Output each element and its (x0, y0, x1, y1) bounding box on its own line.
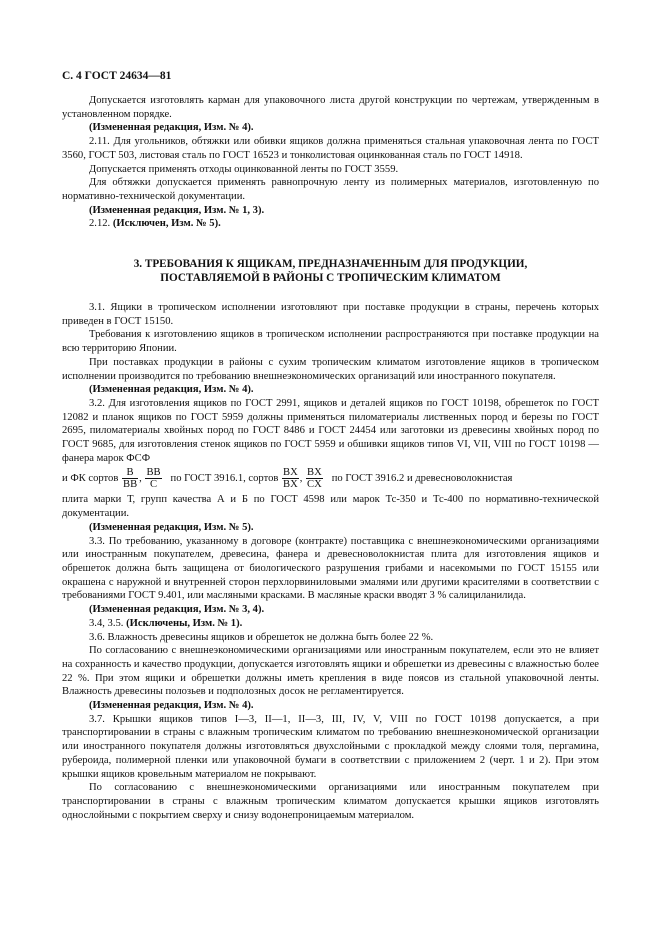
document-body (62, 94, 599, 822)
text-run: и ФК сортов (62, 473, 119, 485)
fraction-denominator: C (149, 479, 158, 491)
text-run: по ГОСТ 3916.2 и древесноволокнистая (331, 473, 513, 485)
exclusion-note: (Исключен, Изм. № 5). (112, 218, 221, 230)
paragraph: Для обтяжки допускается применять равнопрочную ленту из полимерных материалов, изготовленную по нормативно-технической документации. (62, 177, 599, 202)
paragraph: По согласованию с внешнеэкономическими организациями или иностранным покупателем при транспортировании в страны с влажным тропическим климатом допускается крышки ящиков изготовлять однослойными с покрытием сверху и снизу водонепроницаемым материалом. (62, 782, 599, 821)
paragraph: плита марки Т, групп качества А и Б по ГОСТ 4598 или марок Тс-350 и Тс-400 по нормативно-технической документации. (62, 494, 599, 520)
edition-note: (Измененная редакция, Изм. № 4). (89, 122, 254, 134)
fraction-numerator: B (122, 467, 138, 479)
clause-number: 2.12. (89, 218, 111, 230)
fraction (282, 467, 299, 490)
clause-3-3: 3.3. По требованию, указанному в договоре (контракте) поставщика с внешнеэкономическими организациями или иностранным покупателем, древесина, фанера и древесноволокнистая плита для изготовления ящиков и обрешеток должна быть защищена от биологического разрушения грибами и насекомыми по ГОСТ 15155 или окрашена с наружной и внутренней сторон перхлорвиниловыми эмалями или другими красителями в соответствии с требованиями ГОСТ 9.401, или масляными красками. В масляные краски вводят 3 % салициланилида. (62, 535, 599, 602)
section-title-line-2: ПОСТАВЛЯЕМОЙ В РАЙОНЫ С ТРОПИЧЕСКИМ КЛИМАТОМ (160, 272, 501, 285)
fraction (122, 467, 138, 490)
paragraph: Допускается применять отходы оцинкованной ленты по ГОСТ 3559. (89, 163, 399, 175)
fraction-denominator: BB (123, 479, 138, 491)
paragraph: Допускается изготовлять карман для упаковочного листа другой конструкции по чертежам, утвержденным в установленном порядке. (62, 95, 599, 120)
paragraph: При поставках продукции в районы с сухим тропическим климатом изготовление ящиков в тропическом исполнении производится по требованию внешнеэкономических организаций или иностранного покупателя. (62, 356, 599, 382)
section-title (62, 257, 599, 285)
edition-note: (Измененная редакция, Изм. № 4). (89, 700, 254, 712)
exclusion-note: (Исключены, Изм. № 1). (126, 617, 243, 629)
fraction-denominator: CX (307, 479, 322, 491)
clause-2-11: 2.11. Для угольников, обтяжки или обивки ящиков должна применяться стальная упаковочная лента по ГОСТ 3560, ГОСТ 503, листовая сталь по ГОСТ 16523 и тонколистовая оцинкованная сталь по ГОСТ 14918. (62, 136, 599, 161)
grade-fractions-line: и ФК сортов $\frac{B}{BB}$ , $\frac{BB}{C}$ по ГОСТ 3916.1, сортов $\frac{BX}{BX}$ , $\frac{BX}{CX}$ по ГОСТ 3916.2 и древесноволокнистая (62, 467, 513, 491)
clause-3-4-3-5 (62, 617, 599, 631)
clause-3-7: 3.7. Крышки ящиков типов I—3, II—1, II—3, III, IV, V, VIII по ГОСТ 10198 допускается, а при транспортировании в страны с влажным тропическим климатом по требованию внешнеэкономической организации или иностранного покупателя должны изготовляться двухслойными с прокладкой между слоями толя, пергамина, рубероида, полимерной пленки или упаковочной бумаги в соответствии с приложением 2 (черт. 1 и 2). При этом крышки ящиков кровельным материалом не покрывают. (62, 713, 599, 780)
fraction (306, 467, 323, 490)
text-run: по ГОСТ 3916.1, сортов (170, 473, 279, 485)
fraction-denominator: BX (283, 479, 298, 491)
fraction (145, 467, 161, 490)
edition-note: (Измененная редакция, Изм. № 5). (89, 521, 254, 533)
clause-3-2: 3.2. Для изготовления ящиков по ГОСТ 2991, ящиков и деталей ящиков по ГОСТ 10198, обрешеток по ГОСТ 12082 и планок ящиков по ГОСТ 5959 должны применяться пиломатериалы лиственных пород и березы по ГОСТ 2695, пиломатериалы хвойных пород по ГОСТ 8486 и ГОСТ 24454 или заготовки из древесины хвойных пород по ГОСТ 9685, для изготовления стенок ящиков по ГОСТ 5959 и обшивки ящиков типов VI, VII, VIII по ГОСТ 10198 — фанера марок ФСФ (62, 397, 599, 464)
clause-3-6: 3.6. Влажность древесины ящиков и обрешеток не должна быть более 22 %. (89, 631, 434, 643)
page-header: С. 4 ГОСТ 24634—81 (62, 70, 172, 82)
edition-note: (Измененная редакция, Изм. № 4). (89, 384, 254, 396)
paragraph: По согласованию с внешнеэкономическими организациями или иностранным покупателем, если это не влияет на сохранность и качество продукции, допускается изготовлять ящики и обрешетки из древесины с влажностью более 22 %. При этом ящики и обрешетки должны иметь крепления в виде поясов из стальной упаковочной ленты. Влажность древесины полозьев и подполозных досок не регламентируется. (62, 645, 599, 698)
section-title-line-1: 3. ТРЕБОВАНИЯ К ЯЩИКАМ, ПРЕДНАЗНАЧЕННЫМ ДЛЯ ПРОДУКЦИИ, (133, 258, 528, 271)
fraction-numerator: BX (283, 467, 298, 479)
fraction-numerator: BX (307, 467, 322, 479)
edition-note: (Измененная редакция, Изм. № 1, 3). (89, 204, 265, 216)
clause-3-1: 3.1. Ящики в тропическом исполнении изготовляют при поставке продукции в страны, перечень которых приведен в ГОСТ 15150. (62, 302, 599, 327)
edition-note: (Измененная редакция, Изм. № 3, 4). (89, 604, 265, 616)
fraction-numerator: BB (146, 467, 161, 479)
clause-2-12 (62, 217, 599, 231)
clause-number: 3.4, 3.5. (89, 617, 124, 629)
paragraph: Требования к изготовлению ящиков в тропическом исполнении распространяются при поставке продукции на всю территорию Японии. (62, 329, 599, 355)
